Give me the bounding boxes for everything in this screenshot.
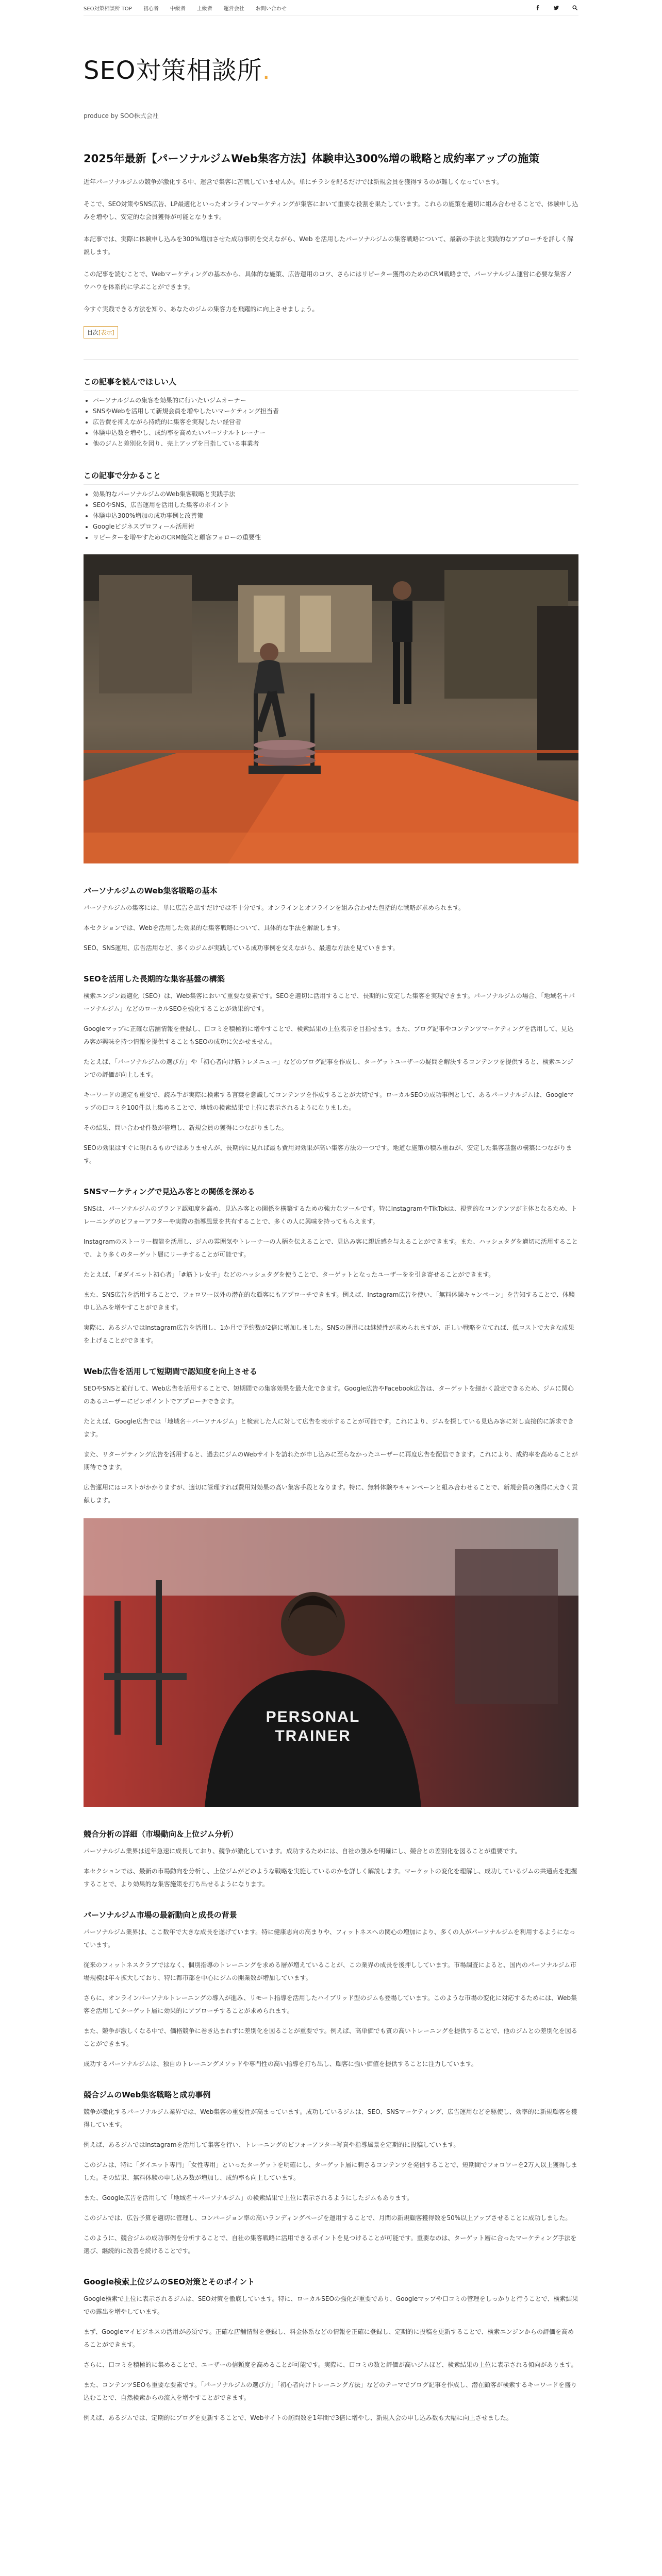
section-paragraph: キーワードの選定も重要で、読み手が実際に検索する言葉を意識してコンテンツを作成することが大切です。ローカルSEOの成功事例として、あるパーソナルジムは、Googleマップの口コミを100件以上集めることで、地域の検索結果で上位に表示されるようになりました。 (84, 1091, 574, 1111)
section-paragraph: また、コンテンツSEOも重要な要素です。「パーソナルジムの選び方」「初心者向けトレーニング方法」などのテーマでブログ記事を作成し、潜在顧客が検索するキーワードを盛り込むことで、自然検索からの流入を増やすことができます。 (84, 2381, 577, 2401)
toc-show-link[interactable]: [表示] (98, 329, 114, 336)
section-paragraph: また、SNS広告を活用することで、フォロワー以外の潜在的な顧客にもアプローチできます。例えば、Instagram広告を使い、「無料体験キャンペーン」を告知することで、体験申し込みを増やすことができます。 (84, 1291, 575, 1311)
section-paragraph: たとえば、「#ダイエット初心者」「#筋トレ女子」などのハッシュタグを使うことで、ターゲットとなったユーザーをを引き寄せることができます。 (84, 1271, 495, 1278)
list-item: • 体験申込数を増やし、成約率を高めたいパーソナルトレーナー (93, 428, 578, 438)
intro-paragraph: 近年パーソナルジムの競争が激化する中、運営で集客に苦戦していませんか。単にチラシを配るだけでは新規会員を獲得するのが難しくなっています。 (84, 178, 503, 185)
site-logo[interactable] (84, 50, 578, 85)
list-item: • SNSやWebを活用して新規会員を増やしたいマーケティング担当者 (93, 406, 578, 417)
section-paragraph: Google検索で上位に表示されるジムは、SEO対策を徹底しています。特に、ローカルSEOの強化が重要であり、Googleマップや口コミの管理をしっかりと行うことで、検索結果での露出を増やしています。 (84, 2295, 578, 2315)
nav-link-top[interactable]: SEO対策相談所 TOP (84, 6, 132, 12)
section-paragraph: 実際に、あるジムではInstagram広告を活用し、1か月で予約数が2倍に増加しました。SNSの運用には継続性が求められますが、正しい戦略を立てれば、低コストで大きな成果を上げることができます。 (84, 1324, 575, 1344)
readers-heading: この記事を読んでほしい人 (84, 377, 177, 386)
section-heading: SNSマーケティングで見込み客との関係を深める (84, 1187, 255, 1196)
article-section (84, 885, 578, 955)
personal-trainer-photo (84, 1518, 578, 1807)
section-heading: パーソナルジムのWeb集客戦略の基本 (84, 886, 218, 895)
logo-dot: . (262, 56, 271, 85)
learn-list (84, 489, 578, 543)
twitter-icon[interactable] (553, 4, 560, 11)
article-section (84, 1366, 578, 1507)
nav-link-company[interactable]: 運営会社 (223, 6, 244, 12)
section-paragraph: 例えば、あるジムではInstagramを活用して集客を行い、トレーニングのビフォーアフター写真や指導風景を定期的に投稿しています。 (84, 2141, 460, 2148)
page-container (84, 0, 578, 2425)
heading-underline (84, 484, 578, 485)
learn-box (84, 470, 578, 543)
nav-icons (534, 4, 578, 11)
section-divider (84, 359, 578, 360)
section-paragraph: まず、Googleマイビジネスの活用が必須です。正確な店舗情報を登録し、料金体系などの情報を正確に登録し、定期的に投稿を更新することで、検索エンジンからの評価を高めることができます。 (84, 2328, 574, 2348)
section-paragraph: 検索エンジン最適化（SEO）は、Web集客において重要な要素です。SEOを適切に活用することで、長期的に安定した集客を実現できます。パーソナルジムの場合、「地域名＋パーソナルジム」などのローカルSEOを強化することが効果的です。 (84, 992, 575, 1012)
facebook-icon[interactable] (534, 4, 541, 11)
list-item: • 体験申込300%増加の成功事例と改善策 (93, 511, 578, 521)
section-paragraph: このジムは、特に「ダイエット専門」「女性専用」といったターゲットを明確にし、ターゲット層に刺さるコンテンツを発信することで、短期間でフォロワーを2万人以上獲得しました。その結果、無料体験の申し込み数が増加し、成約率も向上しています。 (84, 2161, 577, 2181)
section-paragraph: さらに、オンラインパーソナルトレーニングの導入が進み、リモート指導を活用したハイブリッド型のジムも登場しています。このような市場の変化に対応するためには、Web集客を活用してターゲット層に効果的にアプローチすることが求められます。 (84, 1994, 577, 2014)
section-paragraph: また、リターゲティング広告を活用すると、過去にジムのWebサイトを訪れたが申し込みに至らなかったユーザーに再度広告を配信できます。これにより、成約率を高めることが期待できます。 (84, 1451, 578, 1471)
list-item: • 広告費を抑えながら持続的に集客を実現したい経営者 (93, 417, 578, 428)
section-paragraph: たとえば、Google広告では「地域名＋パーソナルジム」と検索した人に対して広告を表示することが可能です。これにより、ジムを探している見込み客に対し直接的に訴求できます。 (84, 1418, 574, 1438)
section-heading: SEOを活用した長期的な集客基盤の構築 (84, 974, 225, 984)
article-section (84, 1828, 578, 1891)
section-paragraph: 競争が激化するパーソナルジム業界では、Web集客の重要性が高まっています。成功しているジムは、SEO、SNSマーケティング、広告運用などを駆使し、効率的に新規顧客を獲得しています。 (84, 2108, 577, 2128)
article-section (84, 973, 578, 1167)
section-paragraph: たとえば、「パーソナルジムの選び方」や「初心者向け筋トレメニュー」などのブログ記事を作成し、ターゲットユーザーの疑問を解決するコンテンツを提供すると、検索エンジンでの評価が向上します。 (84, 1058, 573, 1078)
article-section (84, 2089, 578, 2258)
list-item: • 効果的なパーソナルジムのWeb集客戦略と実践手法 (93, 489, 578, 500)
section-paragraph: SNSは、パーソナルジムのブランド認知度を高め、見込み客との関係を構築するための強力なツールです。特にInstagramやTikTokは、視覚的なコンテンツが主体となるため、トレーニングのビフォーアフターや実際の指導風景を共有することで、多くの人に興味を持ってもらえます。 (84, 1205, 577, 1225)
section-paragraph: パーソナルジム業界は近年急速に成長しており、競争が激化しています。成功するためには、自社の強みを明確にし、競合との差別化を図ることが重要です。 (84, 1848, 521, 1855)
intro-paragraph: 本記事では、実際に体験申し込みを300%増加させた成功事例を交えながら、Web を活用したパーソナルジムの集客戦略について、最新の手法と実践的なアプローチを詳しく解説します。 (84, 235, 573, 256)
section-paragraph: また、Google広告を活用して「地域名＋パーソナルジム」の検索結果で上位に表示されるようにしたジムもあります。 (84, 2194, 413, 2201)
search-icon[interactable] (571, 4, 578, 11)
section-paragraph: このように、競合ジムの成功事例を分析することで、自社の集客戦略に活用できるポイントを見つけることが可能です。重要なのは、ターゲット層に合ったマーケティング手法を選び、継続的に改善を続けることです。 (84, 2234, 577, 2255)
toc-toggle[interactable] (84, 326, 118, 338)
section-paragraph: Instagramのストーリー機能を活用し、ジムの雰囲気やトレーナーの人柄を伝えることで、見込み客に親近感を与えることができます。また、ハッシュタグを適切に活用することで、より多くのターゲット層にリーチすることが可能です。 (84, 1238, 578, 1258)
svg-text:TRAINER: TRAINER (275, 1727, 351, 1744)
list-item: • 他のジムと差別化を図り、売上アップを目指している事業者 (93, 438, 578, 449)
top-navigation (84, 0, 578, 15)
list-item: • Googleビジネスプロフィール活用術 (93, 521, 578, 532)
section-heading: 競合分析の詳細（市場動向＆上位ジム分析） (84, 1829, 238, 1839)
list-item: • リピーターを増やすためのCRM施策と顧客フォローの重要性 (93, 532, 578, 543)
gym-training-photo (84, 554, 578, 863)
list-item: • パーソナルジムの集客を効果的に行いたいジムオーナー (93, 395, 578, 406)
article-section (84, 1909, 578, 2071)
article-section (84, 1186, 578, 1347)
article-section (84, 2276, 578, 2425)
readers-list (84, 395, 578, 449)
learn-heading: この記事で分かること (84, 471, 161, 480)
section-paragraph: 従来のフィットネスクラブではなく、個別指導のトレーニングを求める層が増えていることが、この業界の成長を後押ししています。市場調査によると、国内のパーソナルジム市場規模は年々拡大しており、特に都市部を中心にジムの開業数が増加しています。 (84, 1961, 576, 1981)
nav-link-contact[interactable]: お問い合わせ (255, 6, 287, 12)
section-paragraph: また、競争が激しくなる中で、価格競争に巻き込まれずに差別化を図ることが重要です。例えば、高単価でも質の高いトレーニングを提供することで、他のジムとの差別化を図ることができます。 (84, 2027, 577, 2047)
nav-link-intermediate[interactable]: 中級者 (170, 6, 186, 12)
site-byline: produce by SOO株式会社 (84, 112, 159, 120)
article-intro (84, 176, 578, 316)
logo-text: SEO対策相談所 (84, 56, 262, 85)
section-paragraph: SEO、SNS運用、広告活用など、多くのジムが実践している成功事例を交えながら、最適な方法を見ていきます。 (84, 944, 399, 952)
section-paragraph: その結果、問い合わせ件数が倍増し、新規会員の獲得につながりました。 (84, 1124, 288, 1131)
readers-box (84, 376, 578, 449)
nav-link-advanced[interactable]: 上級者 (196, 6, 212, 12)
toc-label: 目次 (87, 329, 98, 336)
section-paragraph: 例えば、あるジムでは、定期的にブログを更新することで、Webサイトの訪問数を1年間で3倍に増やし、新規入会の申し込み数も大幅に向上させました。 (84, 2414, 512, 2421)
section-heading: 競合ジムのWeb集客戦略と成功事例 (84, 2090, 211, 2099)
nav-link-beginner[interactable]: 初心者 (143, 6, 159, 12)
section-paragraph: SEOやSNSと並行して、Web広告を活用することで、短期間での集客効果を最大化できます。Google広告やFacebook広告は、ターゲットを細かく設定できるため、ジムに関心のあるユーザーにピンポイントでアプローチできます。 (84, 1385, 574, 1405)
nav-links (84, 4, 287, 12)
nav-divider (84, 15, 578, 16)
section-paragraph: 成功するパーソナルジムは、独自のトレーニングメソッドや専門性の高い指導を打ち出し、顧客に強い価値を提供することに注力しています。 (84, 2060, 477, 2067)
section-paragraph: さらに、口コミを積極的に集めることで、ユーザーの信頼度を高めることが可能です。実際に、口コミの数と評価が高いジムほど、検索結果の上位に表示される傾向があります。 (84, 2361, 577, 2368)
section-paragraph: 本セクションでは、Webを活用した効果的な集客戦略について、具体的な手法を解説します。 (84, 924, 344, 931)
section-paragraph: パーソナルジム業界は、ここ数年で大きな成長を遂げています。特に健康志向の高まりや、フィットネスへの関心の増加により、多くの人がパーソナルジムを利用するようになっています。 (84, 1928, 576, 1948)
section-paragraph: SEOの効果はすぐに現れるものではありませんが、長期的に見れば最も費用対効果が高い集客方法の一つです。地道な施策の積み重ねが、安定した集客基盤の構築につながります。 (84, 1144, 572, 1164)
section-paragraph: 本セクションでは、最新の市場動向を分析し、上位ジムがどのような戦略を実施しているのかを詳しく解説します。マーケットの変化を理解し、成功しているジムの共通点を把握することで、より効果的な集客施策を打ち出せるようになります。 (84, 1868, 577, 1888)
section-heading: Web広告を活用して短期間で認知度を向上させる (84, 1367, 257, 1376)
intro-paragraph: そこで、SEO対策やSNS広告、LP最適化といったオンラインマーケティングが集客において重要な役割を果たしています。これらの施策を適切に組み合わせることで、体験申し込みを増やし、安定的な会員獲得が可能となります。 (84, 200, 578, 221)
section-heading: パーソナルジム市場の最新動向と成長の背景 (84, 1910, 237, 1920)
article-title: 2025年最新【パーソナルジムWeb集客方法】体験申込300%増の戦略と成約率アップの施策 (84, 152, 540, 165)
section-paragraph: パーソナルジムの集客には、単に広告を出すだけでは不十分です。オンラインとオフラインを組み合わせた包括的な戦略が求められます。 (84, 904, 465, 911)
list-item: • SEOやSNS、広告運用を活用した集客のポイント (93, 500, 578, 511)
intro-paragraph: 今すぐ実践できる方法を知り、あなたのジムの集客力を飛躍的に向上させましょう。 (84, 306, 319, 313)
section-paragraph: 広告運用にはコストがかかりますが、適切に管理すれば費用対効果の高い集客手段となります。特に、無料体験やキャンペーンと組み合わせることで、新規会員の獲得に大きく貢献します。 (84, 1484, 578, 1504)
intro-paragraph: この記事を読むことで、Webマーケティングの基本から、具体的な施策、広告運用のコツ、さらにはリピーター獲得のためのCRM戦略まで、パーソナルジム運営に必要な集客ノウハウを体系的に学ぶことができます。 (84, 270, 573, 291)
section-paragraph: Googleマップに正確な店舗情報を登録し、口コミを積極的に増やすことで、検索結果の上位表示を目指せます。また、ブログ記事やコンテンツマーケティングを活用して、見込み客が興味を持つ情報を提供することもSEOの成功に欠かせません。 (84, 1025, 574, 1045)
svg-text:PERSONAL: PERSONAL (266, 1708, 360, 1725)
section-heading: Google検索上位ジムのSEO対策とそのポイント (84, 2277, 255, 2286)
section-paragraph: このジムでは、広告予算を適切に管理し、コンバージョン率の高いランディングページを運用することで、月間の新規顧客獲得数を50%以上アップさせることに成功しました。 (84, 2214, 572, 2222)
